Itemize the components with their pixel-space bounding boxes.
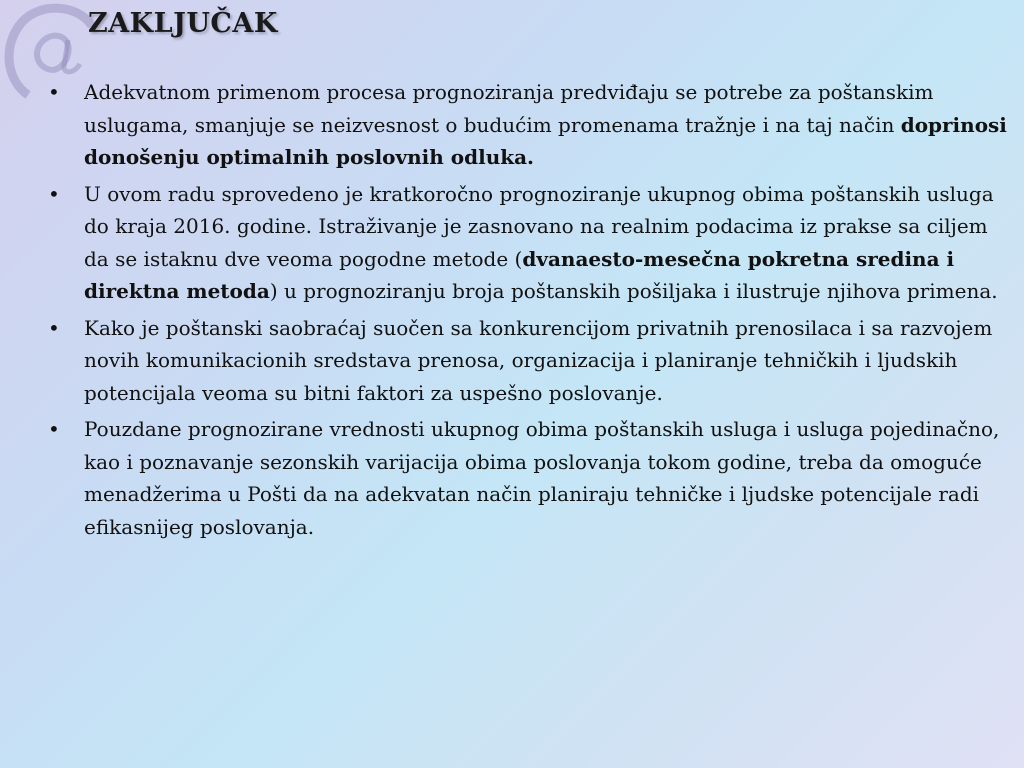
bullet-marker: •: [48, 315, 60, 340]
bullet-text: [84, 182, 998, 304]
bullet-text-segment: ) u prognoziranju broja poštanskih pošiljaka i ilustruje njihova primena.: [269, 279, 998, 303]
bullet-list: [48, 76, 1016, 547]
bullet-text: [84, 417, 999, 539]
bullet-text: [84, 80, 1007, 169]
bullet-marker: •: [48, 181, 60, 206]
bullet-item: [48, 178, 1016, 308]
bullet-text-segment: Pouzdane prognozirane vrednosti ukupnog obima poštanskih usluga i usluga pojedinačno, kao i poznavanje sezonskih varijacija obima poslovanja tokom godine, treba da omoguće menadžerima u Pošti da na adekvatan način planiraju tehničke i ljudske potencijale radi efikasnijeg poslovanja.: [84, 417, 1000, 539]
bullet-text-bold-segment: doprinosi donošenju optimalnih poslovnih odluka.: [84, 112, 1007, 169]
bullet-text: [84, 316, 992, 405]
bullet-marker: •: [48, 80, 60, 104]
bullet-text-segment: Adekvatnom primenom procesa prognoziranja predviđaju se potrebe za poštanskim uslugama, smanjuje se neizvesnost o budućim promenama tražnje i na taj način: [84, 80, 934, 137]
bullet-text-segment: U ovom radu sprovedeno je kratkoročno prognoziranje ukupnog obima poštanskih usluga do kraja 2016. godine. Istraživanje je zasnovano na realnim podacima iz prakse sa ciljem da se istaknu dve veoma pogodne metode (: [84, 181, 994, 271]
bullet-text-bold-segment: dvanaesto-mesečna pokretna sredina i direktna metoda: [84, 246, 955, 303]
bullet-item: [48, 76, 1016, 174]
bullet-marker: •: [48, 417, 60, 441]
slide-title: ZAKLJUČAK: [88, 8, 278, 39]
bullet-item: [48, 312, 1016, 410]
bullet-text-segment: Kako je poštanski saobraćaj suočen sa konkurencijom privatnih prenosilaca i sa razvojem novih komunikacionih sredstava prenosa, organizacija i planiranje tehničkih i ljudskih potencijala veoma su bitni faktori za uspešno poslovanje.: [84, 315, 993, 405]
bullet-item: [48, 413, 1016, 543]
